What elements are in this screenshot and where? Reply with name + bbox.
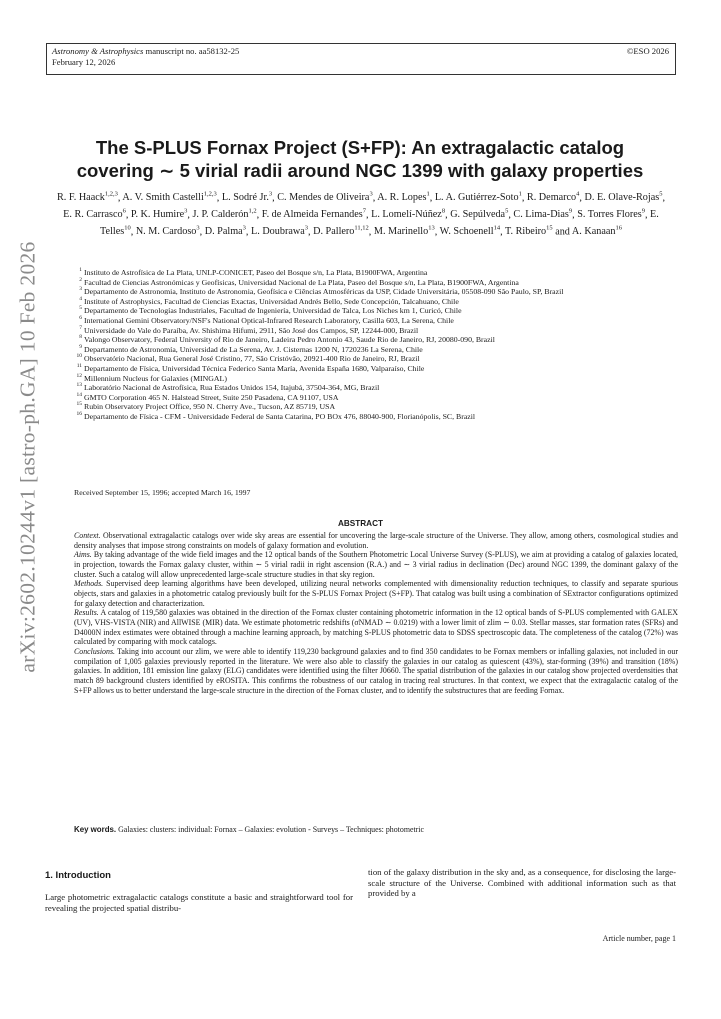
abstract-aims xyxy=(74,550,678,579)
author-name: L. Doubrawa xyxy=(251,225,305,237)
author xyxy=(222,192,272,203)
author-name: D. Palma xyxy=(204,225,243,237)
affiliation-number: 2 xyxy=(79,276,82,283)
author-affiliation-marker: 3 xyxy=(369,191,373,198)
affiliation-text: Observatório Nacional, Rua General José Cristino, 77, São Cristóvão, 20921-400 Rio de Janeiro, RJ, Brazil xyxy=(84,354,420,364)
arxiv-id: arXiv:2602.10244v1 [astro-ph.GA] 10 Feb 2026 xyxy=(15,241,40,673)
author xyxy=(122,192,216,203)
author-affiliation-marker: 1,2,3 xyxy=(203,191,217,198)
author-name: G. Sepúlveda xyxy=(450,209,506,221)
author-name: D. E. Olave-Rojas xyxy=(584,192,660,204)
author-name: J. P. Calderón xyxy=(192,209,249,221)
author-name: E. R. Carrasco xyxy=(63,209,123,221)
author-name: T. Ribeiro xyxy=(505,225,547,237)
author-affiliation-marker: 7 xyxy=(362,207,367,215)
intro-column-left xyxy=(45,892,353,913)
journal-header xyxy=(46,43,676,75)
author-name: L. Lomelí-Núñez xyxy=(371,209,442,221)
author-name: W. Schoenell xyxy=(439,225,494,237)
affiliation-number: 12 xyxy=(76,372,82,379)
affiliation-item xyxy=(74,268,678,278)
methods-text: Supervised deep learning algorithms have been developed, utilizing neural networks complemented with dimensionality reduction techniques, to classify and separate spurious objects, stars and galaxies in a photometric catalog previously built for the S-PLUS Fornax Project (S+FP). That catalog was built using a combination of SExtractor configurations optimized for galaxy detection and characterization. xyxy=(74,579,678,608)
author-affiliation-marker: 9 xyxy=(641,207,645,215)
affiliation-item xyxy=(74,326,678,336)
affiliation-number: 15 xyxy=(76,401,82,408)
affiliation-number: 8 xyxy=(79,334,82,341)
results-text: A catalog of 119,580 galaxies was obtained in the direction of the Fornax cluster containing photometric information in the 12 optical bands of S-PLUS complemented with GALEX (UV), VHS-VISTA (NIR) and AllWISE (MIR) data. We estimate photometric redshifts (σNMAD ∼ 0.0219) with a lower limit of zlim ∼ 0.03. Stellar masses, star formation rates (SFRs) and D4000N index estimates were obtained through a machine learning approach, by matching S-PLUS photometric data to SDSS spectroscopic data. The completeness of the catalog (72%) was calculated by comparing with mock catalogs. xyxy=(74,608,679,647)
abstract xyxy=(74,531,678,695)
author-name: A. V. Smith Castelli xyxy=(122,192,204,204)
affiliation-text: GMTO Corporation 465 N. Halstead Street, Suite 250 Pasadena, CA 91107, USA xyxy=(84,392,339,402)
conclusions-text: Taking into account our zlim, we were able to identify 119,230 background galaxies and to find 350 candidates to be Fornax members or infalling galaxies, not included in our compilation of 1,005 galaxies previously reported in the literature. We were also able to classify the galaxies in our catalog as quiescent (43%), star-forming (39%) and transition (18%) galaxies. In addition, 181 emission line galaxy (ELG) candidates were identified using the filter J0660. The spatial distribution of the galaxies in our catalog show projected overdensities that match 89 background clusters identified by eROSITA. This confirms the robustness of our catalog in tracing real structures. In that context, we expect that the extragalactic catalog of the S+FP allows us to better understand the large-scale structure in the direction of the Fornax cluster, and to identify the substructures that are feeding Fornax. xyxy=(74,646,678,695)
author-affiliation-marker: 5 xyxy=(659,191,663,198)
section-heading-introduction: 1. Introduction xyxy=(45,870,111,881)
author-affiliation-marker: 9 xyxy=(568,207,573,215)
affiliation-number: 11 xyxy=(76,362,82,369)
author-affiliation-marker: 3 xyxy=(304,224,308,232)
author-affiliation-marker: 10 xyxy=(124,224,131,232)
author-affiliation-marker: 3 xyxy=(242,224,246,232)
title-line-2: covering ∼ 5 virial radii around NGC 1399 with galaxy properties xyxy=(76,160,644,181)
author-affiliation-marker: 5 xyxy=(505,207,509,215)
author-name: N. M. Cardoso xyxy=(135,225,197,237)
affiliation-text: Departamento de Tecnologías Industriales, Facultad de Ingeniería, Universidad de Talca, Los Niches km 1, Curicó, Chile xyxy=(84,306,462,316)
arxiv-stamp xyxy=(8,241,48,673)
abstract-conclusions xyxy=(74,647,678,695)
intro-left-text: Large photometric extragalactic catalogs constitute a basic and straightforward tool for revealing the projected spatial distribu- xyxy=(45,892,353,913)
author xyxy=(313,226,369,237)
author xyxy=(57,192,118,203)
author xyxy=(513,209,572,220)
author xyxy=(136,226,200,237)
affiliation-number: 5 xyxy=(79,305,82,312)
author xyxy=(131,209,187,220)
author xyxy=(585,192,663,203)
affiliation-item xyxy=(74,402,678,412)
author-affiliation-marker: 3 xyxy=(184,207,188,215)
author-affiliation-marker: 3 xyxy=(196,224,200,232)
affiliation-text: Facultad de Ciencias Astronómicas y Geofísicas, Universidad Nacional de La Plata, Paseo del Bosque s/n, La Plata, B1900FWA, Argentina xyxy=(84,277,519,287)
author-name: M. Marinello xyxy=(373,225,429,237)
author-affiliation-marker: 4 xyxy=(576,191,580,198)
affiliation-text: Departamento de Astronomía, Universidad de La Serena, Av. J. Cisternas 1200 N, 1720236 La Serena, Chile xyxy=(84,344,423,354)
author xyxy=(251,226,308,237)
author xyxy=(435,192,522,203)
page-footer: Article number, page 1 xyxy=(602,934,676,943)
intro-right-text: tion of the galaxy distribution in the sky and, as a consequence, for disclosing the large-scale structure of the Universe. Combined with additional information such as that provided by a xyxy=(368,867,676,899)
author-name: L. A. Gutiérrez-Soto xyxy=(434,192,519,204)
author-affiliation-marker: 15 xyxy=(546,224,553,232)
affiliation-text: International Gemini Observatory/NSF's National Optical-Infrared Research Laboratory, Casilla 603, La Serena, Chile xyxy=(84,315,454,325)
author-affiliation-marker: 1 xyxy=(426,191,430,198)
abstract-context xyxy=(74,531,678,550)
affiliation-item xyxy=(74,345,678,355)
copyright: ©ESO 2026 xyxy=(626,46,669,56)
author-name: S. Torres Flores xyxy=(577,209,642,221)
abstract-methods xyxy=(74,579,678,608)
affiliation-item xyxy=(74,374,678,384)
affiliation-item xyxy=(74,297,678,307)
affiliation-number: 14 xyxy=(76,391,82,398)
author xyxy=(572,226,622,237)
author xyxy=(371,209,445,220)
author-affiliation-marker: 1,2,3 xyxy=(104,191,118,198)
keywords-text: Galaxies: clusters: individual: Fornax – Galaxies: evolution - Surveys – Techniques: photometric xyxy=(118,825,424,834)
author xyxy=(505,226,553,237)
author-name: E. Telles xyxy=(100,209,659,237)
author-affiliation-marker: 11,12 xyxy=(354,224,369,232)
affiliation-item xyxy=(74,306,678,316)
author xyxy=(440,226,500,237)
context-text: Observational extragalactic catalogs over wide sky areas are essential for uncovering the large-scale structure of the Universe. They allow, among others, cosmological studies and density analyses that impose strong constraints on models of galaxy formation and evolution. xyxy=(74,531,678,550)
methods-label: Methods. xyxy=(74,579,104,589)
affiliation-text: Laboratório Nacional de Astrofísica, Rua Estados Unidos 154, Itajubá, 37504-364, MG, Brazil xyxy=(84,383,380,393)
manuscript-number: manuscript no. aa58132-25 xyxy=(145,46,240,56)
author-affiliation-marker: 1,2 xyxy=(248,207,257,215)
affiliation-item xyxy=(74,278,678,288)
author-name: D. Pallero xyxy=(313,225,355,237)
author-affiliation-marker: 14 xyxy=(493,224,501,232)
affiliation-text: Departamento de Astronomia, Instituto de Astronomia, Geofísica e Ciências Atmosféricas da USP, Cidade Universitária, 05508-090 São Paulo, SP, Brazil xyxy=(84,287,564,297)
author xyxy=(577,209,645,220)
author xyxy=(262,209,366,220)
author xyxy=(527,192,579,203)
intro-column-right xyxy=(368,867,676,899)
affiliation-text: Valongo Observatory, Federal University of Rio de Janeiro, Ladeira Pedro Antonio 43, Saude Rio de Janeiro, RJ, 20080-090, Brazil xyxy=(84,335,495,345)
affiliation-text: Instituto de Astrofísica de La Plata, UNLP-CONICET, Paseo del Bosque s/n, La Plata, B1900FWA, Argentina xyxy=(84,268,428,277)
author-name: A. Kanaan xyxy=(571,225,616,237)
results-label: Results. xyxy=(74,608,99,618)
author xyxy=(377,192,430,203)
author xyxy=(277,192,372,203)
author-name: C. Lima-Dias xyxy=(513,209,569,221)
affiliation-text: Institute of Astrophysics, Facultad de Ciencias Exactas, Universidad Andrés Bello, Sede Concepción, Talcahuano, Chile xyxy=(84,296,459,306)
received-date: Received September 15, 1996; accepted March 16, 1997 xyxy=(74,488,251,497)
affiliation-item xyxy=(74,383,678,393)
author-affiliation-marker: 16 xyxy=(615,224,622,232)
affiliation-number: 7 xyxy=(79,324,82,331)
keywords-label: Key words. xyxy=(74,825,117,834)
context-label: Context. xyxy=(74,531,101,540)
aims-text: By taking advantage of the wide field images and the 12 optical bands of the Southern Photometric Local Universe Survey (S-PLUS), we aim at providing a catalog of galaxies located, in projection, towards the Fornax galaxy cluster, within ∼ 5 virial radii in right ascension (R.A.) and ∼ 3 virial radius in declination (Dec) around NGC 1399, the dominant galaxy of the cluster. Such a catalog will allow unprecedented large-scale structure studies in that sky region. xyxy=(74,550,678,579)
header-date: February 12, 2026 xyxy=(52,57,116,67)
author-name: C. Mendes de Oliveira xyxy=(277,192,370,204)
abstract-results xyxy=(74,608,678,647)
author xyxy=(450,209,508,220)
author-conjunction: and xyxy=(555,225,570,237)
author-list: R. F. Haack$^{1,2,3}$, A. V. Smith Castelli$^{1,2,3}$, L. Sodré Jr.$^3$, C. Mendes de Oliveira$^3$, A. R. Lopes$^1$, L. A. Gutiérrez-Soto$^1$, R. Demarco$^4$, D. E. Olave-Rojas$^5$, E. R. Carrasco$^6$, P. K. Humire$^3$, J. P. Calderón$^{1,2}$, F. de Almeida Fernandes$^7$, L. Lomelí-Núñez$^8$, G. Sepúlveda$^5$, C. Lima-Dias$^9$, S. Torres Flores$^9$, E. Telles$^{10}$, N. M. Cardoso$^3$, D. Palma$^3$, L. Doubrawa$^3$, D. Pallero$^{11,12}$, M. Marinello$^{13}$, W. Schoenell$^{14}$, T. Ribeiro$^{15}$ and A. Kanaan$^{16}$ xyxy=(56,191,665,237)
journal-name: Astronomy & Astrophysics xyxy=(52,46,144,56)
paper-title xyxy=(60,136,660,182)
author-name: A. R. Lopes xyxy=(377,192,427,204)
keywords xyxy=(74,825,678,834)
affiliation-number: 9 xyxy=(79,343,82,350)
affiliation-number: 1 xyxy=(79,267,82,273)
author-name: P. K. Humire xyxy=(130,209,185,221)
affiliation-item xyxy=(74,335,678,345)
author-affiliation-marker: 13 xyxy=(428,224,435,232)
affiliation-text: Universidade do Vale do Paraíba, Av. Shishima Hifumi, 2911, São José dos Campos, SP, 12244-000, Brazil xyxy=(84,325,419,335)
conclusions-label: Conclusions. xyxy=(74,646,115,656)
author xyxy=(374,226,435,237)
title-line-1: The S-PLUS Fornax Project (S+FP): An extragalactic catalog xyxy=(95,137,625,158)
affiliation-item xyxy=(74,354,678,364)
affiliation-number: 10 xyxy=(76,353,82,360)
affiliation-item xyxy=(74,393,678,403)
affiliation-text: Millennium Nucleus for Galaxies (MINGAL) xyxy=(84,373,227,383)
author-name: L. Sodré Jr. xyxy=(221,192,269,204)
author-affiliation-marker: 8 xyxy=(441,207,446,215)
affiliation-number: 6 xyxy=(79,314,82,321)
affiliation-number: 16 xyxy=(76,410,82,417)
affiliation-text: Rubin Observatory Project Office, 950 N. Cherry Ave., Tucson, AZ 85719, USA xyxy=(84,402,336,412)
affiliation-number: 3 xyxy=(79,286,82,293)
affiliation-number: 13 xyxy=(76,382,82,389)
affiliation-item xyxy=(74,316,678,326)
affiliation-list xyxy=(74,268,678,422)
affiliation-item xyxy=(74,412,678,422)
affiliation-text: Departamento de Física, Universidad Técnica Federico Santa María, Avenida España 1680, Valparaíso, Chile xyxy=(84,363,425,373)
author-name: F. de Almeida Fernandes xyxy=(261,209,363,221)
affiliation-item xyxy=(74,287,678,297)
author xyxy=(192,209,256,220)
author-name: R. Demarco xyxy=(526,192,577,204)
author xyxy=(205,226,246,237)
author-affiliation-marker: 6 xyxy=(122,207,126,215)
affiliation-number: 4 xyxy=(79,295,82,302)
author-name: R. F. Haack xyxy=(56,192,105,204)
abstract-heading: ABSTRACT xyxy=(337,519,384,528)
author-affiliation-marker: 1 xyxy=(518,191,522,198)
author xyxy=(63,209,126,220)
affiliation-item xyxy=(74,364,678,374)
affiliation-text: Departamento de Física - CFM - Universidade Federal de Santa Catarina, PO BOx 476, 88040-900, Florianópolis, SC, Brazil xyxy=(84,411,476,421)
author-affiliation-marker: 3 xyxy=(268,191,273,198)
aims-label: Aims. xyxy=(74,550,92,560)
